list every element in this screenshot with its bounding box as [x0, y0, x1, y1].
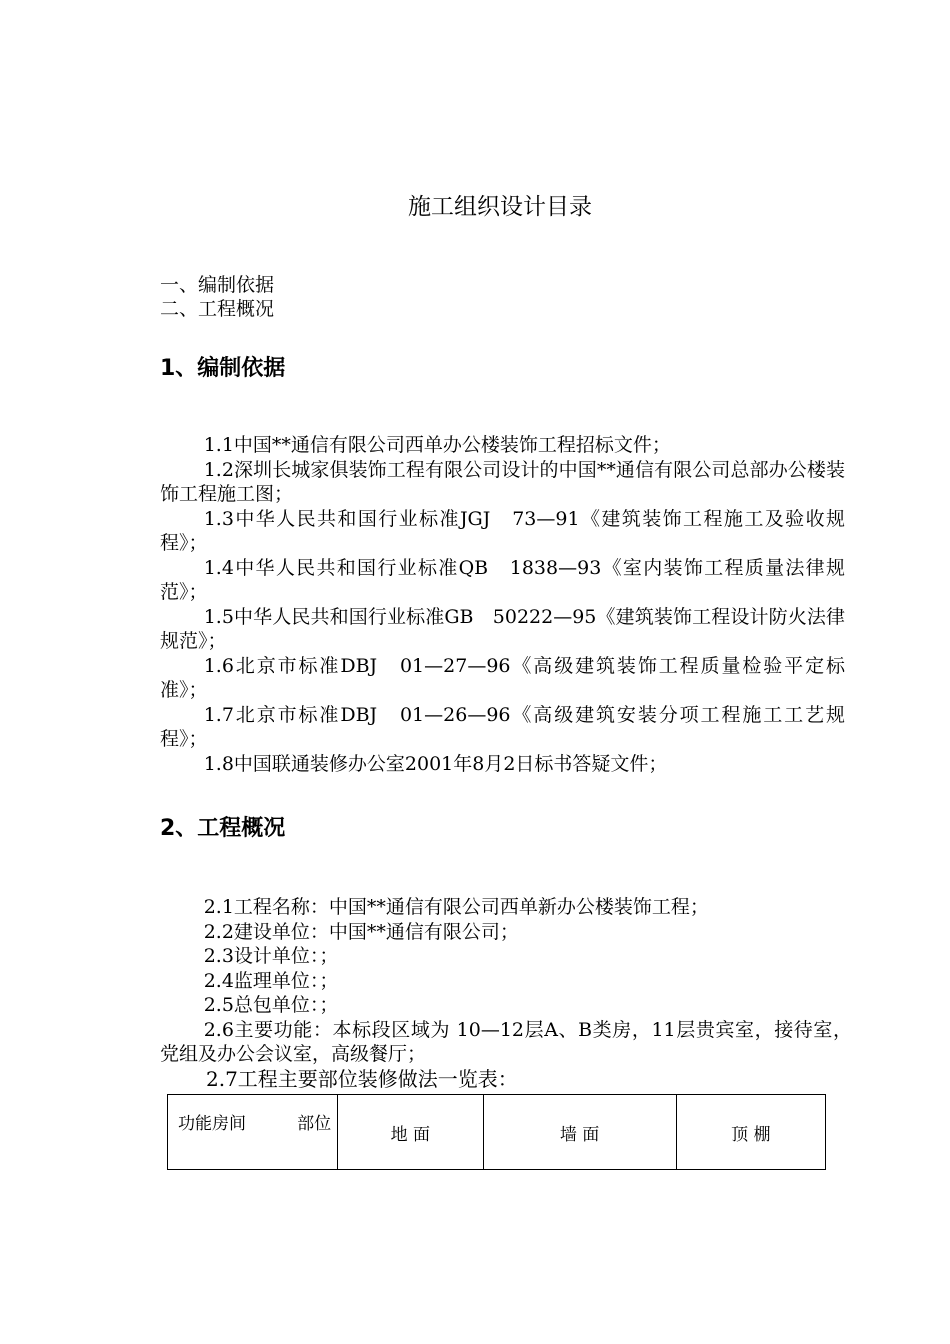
- basis-item: 1.2深圳长城家俱装饰工程有限公司设计的中国**通信有限公司总部办公楼装饰工程施工图；: [160, 458, 845, 505]
- table-corner-cell: [168, 1095, 338, 1170]
- decoration-method-table: [167, 1094, 826, 1170]
- page-title: 施工组织设计目录: [408, 194, 592, 220]
- table-header-row: [168, 1095, 826, 1170]
- toc-item: 二、工程概况: [160, 298, 275, 320]
- overview-item: 2.4监理单位：；: [203, 969, 339, 992]
- table-header-wall: 墙 面: [483, 1095, 676, 1170]
- table-of-contents: [160, 273, 274, 321]
- basis-item: 1.5中华人民共和国行业标准GB 50222—95《建筑装饰工程设计防火法律规范》；: [160, 605, 845, 652]
- basis-item: 1.1中国**通信有限公司西单办公楼装饰工程招标文件；: [203, 434, 671, 456]
- overview-list: [160, 895, 852, 1091]
- overview-item: 2.3设计单位：；: [203, 945, 339, 967]
- toc-item: 一、编制依据: [160, 274, 275, 296]
- corner-label-part: 部位: [297, 1114, 332, 1134]
- basis-item: 1.3中华人民共和国行业标准JGJ 73—91《建筑装饰工程施工及验收规程》；: [160, 507, 845, 554]
- basis-item: 1.6北京市标准DBJ 01—27—96《高级建筑装饰工程质量检验平定标准》；: [160, 654, 845, 701]
- overview-item: 2.2建设单位：中国**通信有限公司；: [203, 920, 519, 943]
- basis-list: [160, 433, 845, 776]
- table-header-ceiling: 顶 棚: [676, 1095, 825, 1170]
- table-header-floor: 地 面: [338, 1095, 483, 1170]
- overview-item: 2.7工程主要部位装修做法一览表：: [206, 1066, 518, 1091]
- section-heading-overview: 2、工程概况: [160, 816, 286, 841]
- basis-item: 1.7北京市标准DBJ 01—26—96《高级建筑安装分项工程施工工艺规程》；: [160, 703, 845, 750]
- corner-label-room: 功能房间: [178, 1114, 246, 1134]
- overview-item: 2.6主要功能：本标段区域为 10—12层A、B类房，11层贵宾室，接待室，党组及办公会议室，高级餐厅；: [160, 1018, 852, 1065]
- overview-item: 2.1工程名称：中国**通信有限公司西单新办公楼装饰工程；: [203, 896, 709, 918]
- section-heading-basis: 1、编制依据: [160, 356, 286, 381]
- basis-item: 1.4中华人民共和国行业标准QB 1838—93《室内装饰工程质量法律规范》；: [160, 556, 845, 603]
- overview-item: 2.5总包单位：；: [203, 994, 339, 1016]
- basis-item: 1.8中国联通装修办公室2001年8月2日标书答疑文件；: [203, 752, 668, 775]
